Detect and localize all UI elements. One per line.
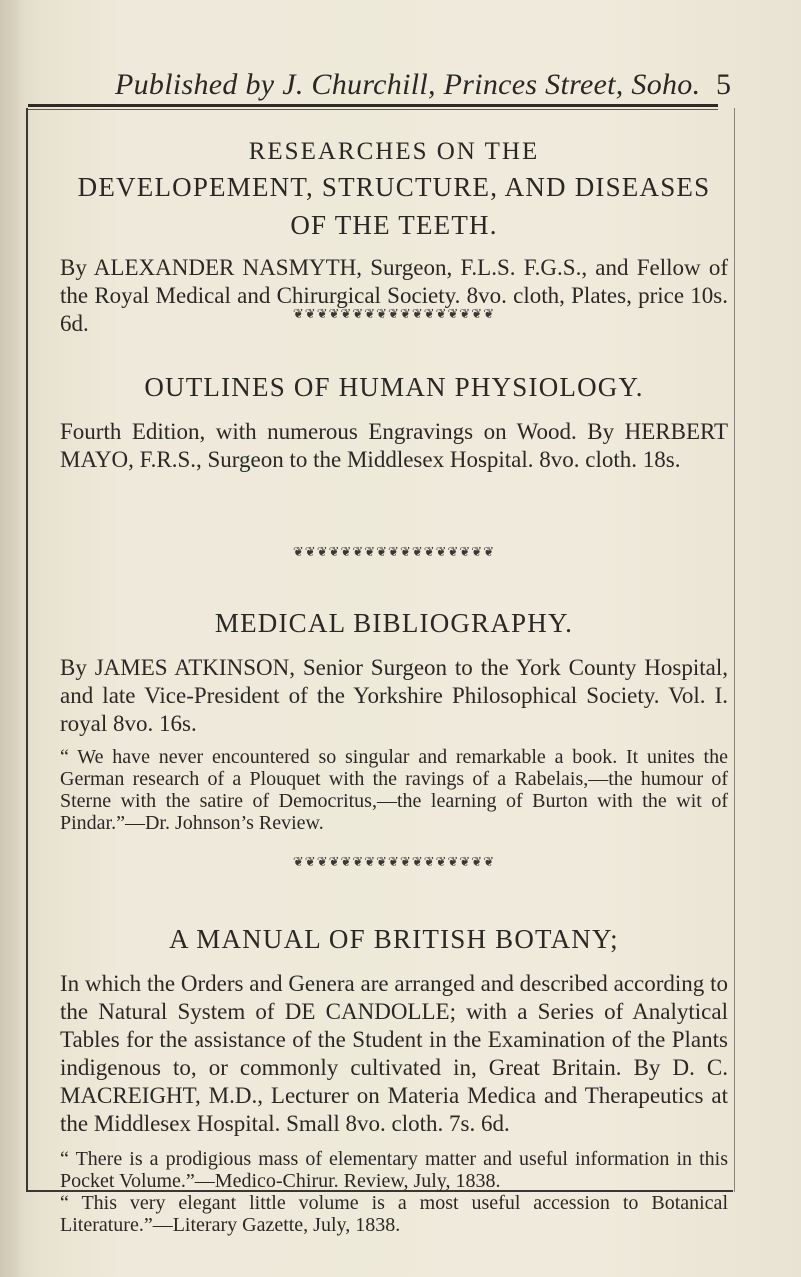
listing-body: By JAMES ATKINSON, Senior Surgeon to the York County Hospital, and late Vice-President of the Yorkshire Philosophical Society. Vol. I. royal 8vo. 16s.: [60, 655, 728, 736]
page-edge-shadow: [0, 0, 20, 1277]
listing-body: In which the Orders and Genera are arranged and described according to the Natural System of DE CANDOLLE; with a Series of Analytical Tables for the assistance of the Student in the Examination of the Plants indigenous to, or commonly cultivated in, Great Britain. By D. C. MACREIGHT, M.D., Lecturer on Materia Medica and Therapeutics at the Middlesex Hospital. Small 8vo. cloth. 7s. 6d.: [60, 971, 728, 1136]
ornament-divider: ❦❦❦❦❦❦❦❦❦❦❦❦❦❦❦❦❦: [292, 306, 496, 321]
listing-macreight-botany: [60, 924, 728, 1236]
ornament-divider: ❦❦❦❦❦❦❦❦❦❦❦❦❦❦❦❦❦: [292, 544, 496, 559]
review-quote: “ This very elegant little volume is a most useful accession to Botanical Literature.”—Literary Gazette, July, 1838.: [60, 1192, 728, 1236]
listing-atkinson-bibliography: [60, 608, 728, 834]
section-heading-line2: DEVELOPEMENT, STRUCTURE, AND DISEASES: [77, 172, 711, 202]
running-header: [0, 68, 801, 104]
review-quote: “ There is a prodigious mass of elementary matter and useful information in this Pocket Volume.”—Medico-Chirur. Review, July, 1838.: [60, 1148, 728, 1192]
section-heading: A MANUAL OF BRITISH BOTANY;: [169, 924, 619, 954]
review-quote: “ We have never encountered so singular and remarkable a book. It unites the German research of a Plouquet with the ravings of a Rabelais,—the humour of Sterne with the satire of Democritus,—the learning of Burton with the wit of Pindar.”—Dr. Johnson’s Review.: [60, 746, 728, 834]
ornament-divider: ❦❦❦❦❦❦❦❦❦❦❦❦❦❦❦❦❦: [292, 854, 496, 869]
listing-body: Fourth Edition, with numerous Engravings on Wood. By HERBERT MAYO, F.R.S., Surgeon to the Middlesex Hospital. 8vo. cloth. 18s.: [60, 419, 728, 472]
frame-left-border: [26, 108, 28, 1192]
section-heading-line3: OF THE TEETH.: [290, 210, 498, 240]
section-heading-line1: RESEARCHES ON THE: [248, 138, 540, 165]
section-heading: MEDICAL BIBLIOGRAPHY.: [214, 608, 574, 638]
header-rule: [28, 104, 718, 107]
listing-mayo-physiology: [60, 372, 728, 474]
section-heading: OUTLINES OF HUMAN PHYSIOLOGY.: [144, 372, 644, 402]
page-number: 5: [716, 68, 731, 101]
frame-right-border: [734, 108, 735, 1192]
header-rule-thin: [28, 109, 718, 110]
listing-body: By ALEXANDER NASMYTH, Surgeon, F.L.S. F.G.S., and Fellow of the Royal Medical and Chirurgical Society. 8vo. cloth, Plates, price 10s. 6d.: [60, 255, 728, 336]
header-title: Published by J. Churchill, Princes Street, Soho.: [115, 68, 701, 101]
